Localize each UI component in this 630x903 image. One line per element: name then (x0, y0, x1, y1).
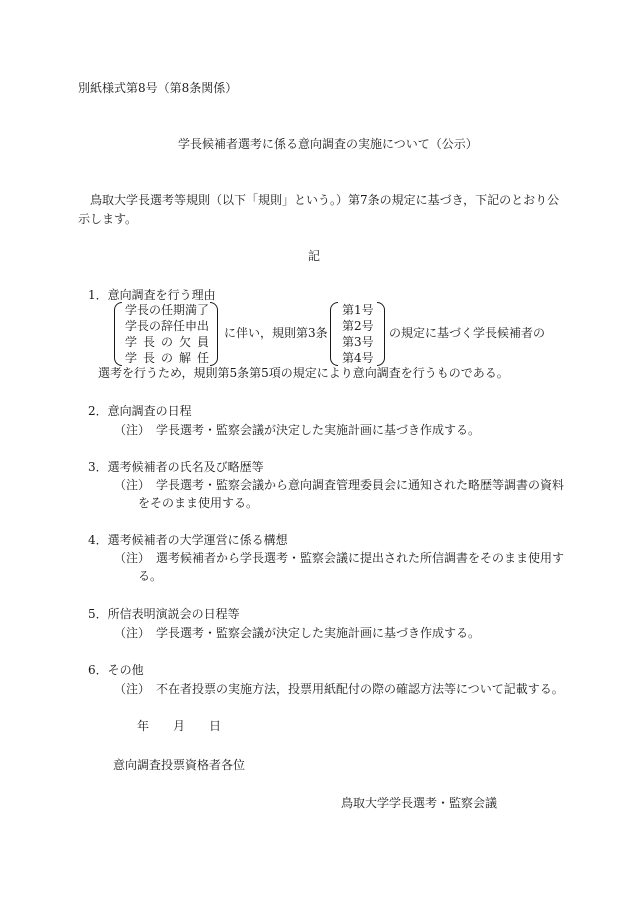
reasons-bracket-group (114, 302, 218, 366)
page-title: 学長候補者選考に係る意向調査の実施について（公示） (178, 137, 478, 151)
section-5-heading: 5．所信表明演説会の日程等 (88, 607, 240, 621)
addressee: 意向調査投票資格者各位 (113, 758, 246, 772)
section-5-note: （注） 学長選考・監察会議が決定した実施計画に基づき作成する。 (114, 626, 481, 640)
form-label: 別紙様式第8号（第8条関係） (78, 81, 238, 95)
section-1-tail: の規定に基づく学長候補者の (389, 326, 546, 340)
section-4-note-line-2: る。 (138, 569, 163, 583)
section-4-note-line-1: （注） 選考候補者から学長選考・監察会議に提出された所信調書をそのまま使用す (114, 551, 565, 565)
clauses-bracket-group (330, 302, 386, 366)
ki-heading: 記 (308, 249, 321, 263)
left-bracket (330, 302, 338, 366)
left-bracket (114, 302, 122, 366)
section-4-heading: 4．選考候補者の大学運営に係る構想 (88, 533, 288, 547)
section-1-heading: 1．意向調査を行う理由 (88, 288, 216, 302)
reason-item: 学長の任期満了 (125, 303, 210, 317)
reason-item: 学長の欠員 (125, 335, 209, 349)
reason-item: 学長の解任 (125, 351, 209, 365)
section-3-note-line-1: （注） 学長選考・監察会議から意向調査管理委員会に通知された略歴等調書の資料 (114, 478, 565, 492)
section-2-heading: 2．意向調査の日程 (88, 404, 192, 418)
clauses-list (342, 302, 378, 366)
clause-item: 第2号 (342, 319, 374, 333)
section-1-connector: に伴い，規則第3条 (224, 326, 328, 340)
reasons-list (125, 302, 209, 366)
intro-line-2: 示します。 (78, 212, 138, 226)
section-3-heading: 3．選考候補者の氏名及び略歴等 (88, 460, 264, 474)
right-bracket (210, 302, 218, 366)
right-bracket (377, 302, 385, 366)
reason-item: 学長の辞任申出 (125, 319, 210, 333)
clause-item: 第3号 (342, 335, 374, 349)
clause-item: 第1号 (342, 303, 374, 317)
section-3-note-line-2: をそのまま使用する。 (138, 496, 259, 510)
section-6-note: （注） 不在者投票の実施方法，投票用紙配付の際の確認方法等について記載する。 (114, 682, 564, 696)
date-line: 年 月 日 (137, 719, 222, 733)
signatory: 鳥取大学学長選考・監察会議 (341, 796, 498, 810)
section-6-heading: 6．その他 (88, 663, 144, 677)
section-1-line-2: 選考を行うため，規則第5条第5項の規定により意向調査を行うものである。 (98, 366, 509, 380)
clause-item: 第4号 (342, 351, 374, 365)
section-2-note: （注） 学長選考・監察会議が決定した実施計画に基づき作成する。 (114, 423, 481, 437)
intro-line-1: 鳥取大学長選考等規則（以下「規則」という。）第7条の規定に基づき，下記のとおり公 (78, 193, 560, 207)
